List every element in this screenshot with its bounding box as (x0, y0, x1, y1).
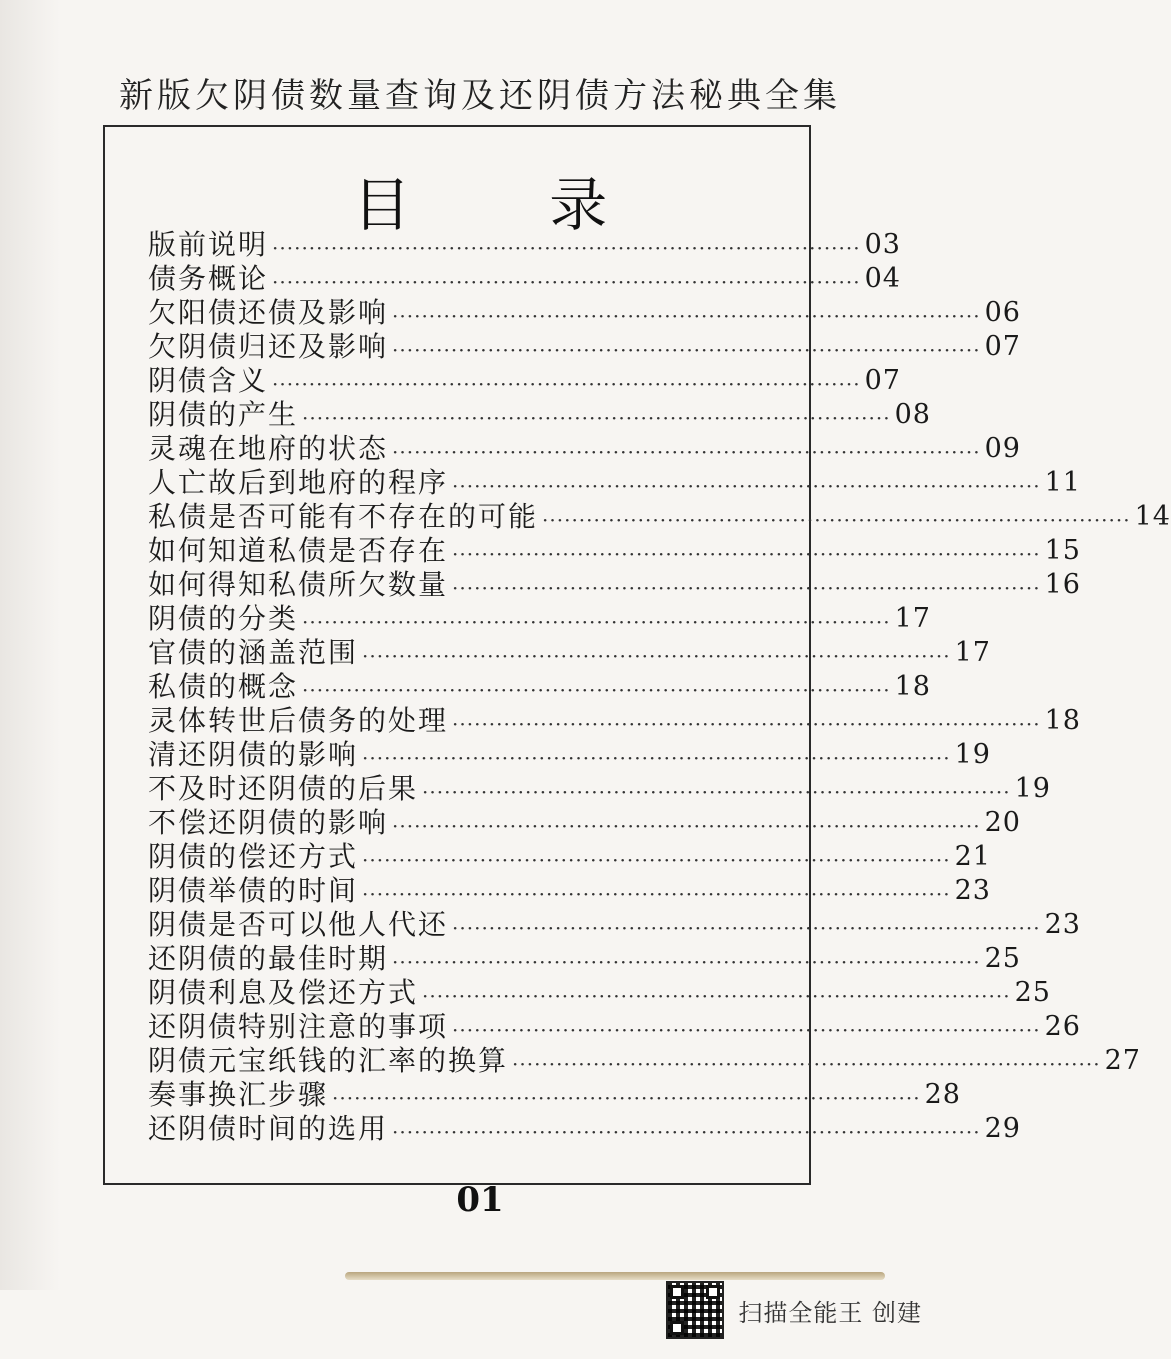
toc-entry-label: 阴债的偿还方式 (148, 840, 359, 873)
qr-code-icon (666, 1281, 724, 1339)
toc-entry-page: 17 (894, 603, 931, 634)
toc-leader-dots: ················································································ (272, 270, 861, 294)
toc-entry (148, 262, 901, 296)
book-title: 新版欠阴债数量查询及还阴债方法秘典全集 (119, 76, 841, 116)
toc-leader-dots: ················································································ (422, 984, 1011, 1008)
toc-entry-label: 阴债利息及偿还方式 (148, 976, 419, 1009)
toc-entry-label: 阴债含义 (148, 364, 269, 397)
toc-entry (148, 1112, 1021, 1146)
toc-entry-label: 阴债的分类 (148, 602, 299, 635)
toc-entry (148, 330, 1021, 364)
toc-entry (148, 1044, 1141, 1078)
toc-leader-dots: ················································································ (392, 440, 981, 464)
toc-entry-label: 还阴债特别注意的事项 (148, 1010, 449, 1043)
toc-entry-page: 15 (1044, 535, 1081, 566)
toc-leader-dots: ················································································ (272, 372, 861, 396)
toc-entry (148, 432, 1021, 466)
page-number: 01 (456, 1180, 504, 1220)
toc-entry (148, 1078, 961, 1112)
toc-leader-dots: ················································································ (392, 338, 981, 362)
toc-entry-page: 16 (1044, 569, 1081, 600)
page-edge (345, 1272, 885, 1280)
toc-leader-dots: ················································································ (272, 236, 861, 260)
toc-leader-dots: ················································································ (392, 304, 981, 328)
toc-entry-label: 欠阴债归还及影响 (148, 330, 389, 363)
toc-entry-label: 阴债元宝纸钱的汇率的换算 (148, 1044, 509, 1077)
toc-entry-page: 28 (924, 1079, 961, 1110)
toc-entry-label: 不及时还阴债的后果 (148, 772, 419, 805)
toc-entry-label: 灵魂在地府的状态 (148, 432, 389, 465)
toc-entry-label: 如何得知私债所欠数量 (148, 568, 449, 601)
toc-leader-dots: ················································································ (452, 712, 1041, 736)
toc-entry-label: 版前说明 (148, 228, 269, 261)
toc-leader-dots: ················································································ (392, 950, 981, 974)
toc-leader-dots: ················································································ (392, 1120, 981, 1144)
toc-entry (148, 296, 1021, 330)
scanner-watermark (666, 1281, 922, 1339)
toc-entry-page: 21 (954, 841, 991, 872)
toc-entry-label: 官债的涵盖范围 (148, 636, 359, 669)
toc-entry (148, 500, 1171, 534)
toc-entry (148, 840, 991, 874)
toc-leader-dots: ················································································ (452, 474, 1041, 498)
toc-entry (148, 602, 931, 636)
toc-entry-page: 09 (984, 433, 1021, 464)
toc-entry-label: 阴债的产生 (148, 398, 299, 431)
toc-entry-page: 11 (1044, 467, 1081, 498)
toc-entry-label: 还阴债时间的选用 (148, 1112, 389, 1145)
toc-entry-label: 灵体转世后债务的处理 (148, 704, 449, 737)
toc-entry-page: 08 (894, 399, 931, 430)
toc-entry-page: 18 (1044, 705, 1081, 736)
toc-leader-dots: ················································································ (452, 576, 1041, 600)
toc-entry-page: 03 (864, 229, 901, 260)
toc-entry-label: 私债是否可能有不存在的可能 (148, 500, 539, 533)
toc-entry-page: 17 (954, 637, 991, 668)
toc-entry-page: 26 (1044, 1011, 1081, 1042)
toc-entry-page: 07 (864, 365, 901, 396)
toc-entry-label: 私债的概念 (148, 670, 299, 703)
toc-entry (148, 534, 1081, 568)
toc-entry-page: 29 (984, 1113, 1021, 1144)
toc-entry-label: 不偿还阴债的影响 (148, 806, 389, 839)
toc-entry (148, 874, 991, 908)
toc-entry (148, 228, 901, 262)
toc-entry (148, 806, 1021, 840)
toc-entry (148, 398, 931, 432)
toc-leader-dots: ················································································ (452, 1018, 1041, 1042)
toc-entry-page: 23 (1044, 909, 1081, 940)
toc-entry (148, 1010, 1081, 1044)
toc-leader-dots: ················································································ (362, 882, 951, 906)
toc-entry-label: 阴债是否可以他人代还 (148, 908, 449, 941)
toc-entry-page: 19 (954, 739, 991, 770)
toc-entry-label: 奏事换汇步骤 (148, 1078, 329, 1111)
toc-leader-dots: ················································································ (392, 814, 981, 838)
toc-entry-page: 23 (954, 875, 991, 906)
toc-list (148, 228, 1171, 1146)
toc-entry-label: 债务概论 (148, 262, 269, 295)
toc-entry (148, 670, 931, 704)
toc-entry-page: 04 (864, 263, 901, 294)
toc-leader-dots: ················································································ (302, 406, 891, 430)
toc-entry (148, 908, 1081, 942)
toc-entry-label: 欠阳债还债及影响 (148, 296, 389, 329)
toc-entry-page: 18 (894, 671, 931, 702)
toc-leader-dots: ················································································ (452, 542, 1041, 566)
toc-entry-label: 清还阴债的影响 (148, 738, 359, 771)
toc-entry (148, 466, 1081, 500)
toc-entry-page: 25 (984, 943, 1021, 974)
toc-leader-dots: ················································································ (362, 848, 951, 872)
toc-entry-page: 25 (1014, 977, 1051, 1008)
toc-entry (148, 636, 991, 670)
toc-entry (148, 942, 1021, 976)
toc-entry-label: 还阴债的最佳时期 (148, 942, 389, 975)
toc-entry-page: 19 (1014, 773, 1051, 804)
toc-leader-dots: ················································································ (542, 508, 1131, 532)
toc-entry-label: 如何知道私债是否存在 (148, 534, 449, 567)
toc-leader-dots: ················································································ (332, 1086, 921, 1110)
toc-entry (148, 772, 1051, 806)
toc-entry-label: 人亡故后到地府的程序 (148, 466, 449, 499)
toc-entry (148, 976, 1051, 1010)
toc-leader-dots: ················································································ (302, 678, 891, 702)
toc-heading: 目 录 (352, 171, 668, 239)
toc-entry-page: 27 (1104, 1045, 1141, 1076)
toc-leader-dots: ················································································ (362, 746, 951, 770)
toc-entry-page: 14 (1134, 501, 1171, 532)
toc-leader-dots: ················································································ (512, 1052, 1101, 1076)
toc-entry-label: 阴债举债的时间 (148, 874, 359, 907)
toc-entry (148, 738, 991, 772)
toc-entry-page: 06 (984, 297, 1021, 328)
scanner-credit: 扫描全能王 创建 (738, 1298, 922, 1327)
toc-entry (148, 364, 901, 398)
toc-entry (148, 568, 1081, 602)
toc-leader-dots: ················································································ (302, 610, 891, 634)
toc-leader-dots: ················································································ (452, 916, 1041, 940)
toc-leader-dots: ················································································ (422, 780, 1011, 804)
toc-entry (148, 704, 1081, 738)
toc-entry-page: 20 (984, 807, 1021, 838)
toc-leader-dots: ················································································ (362, 644, 951, 668)
toc-entry-page: 07 (984, 331, 1021, 362)
